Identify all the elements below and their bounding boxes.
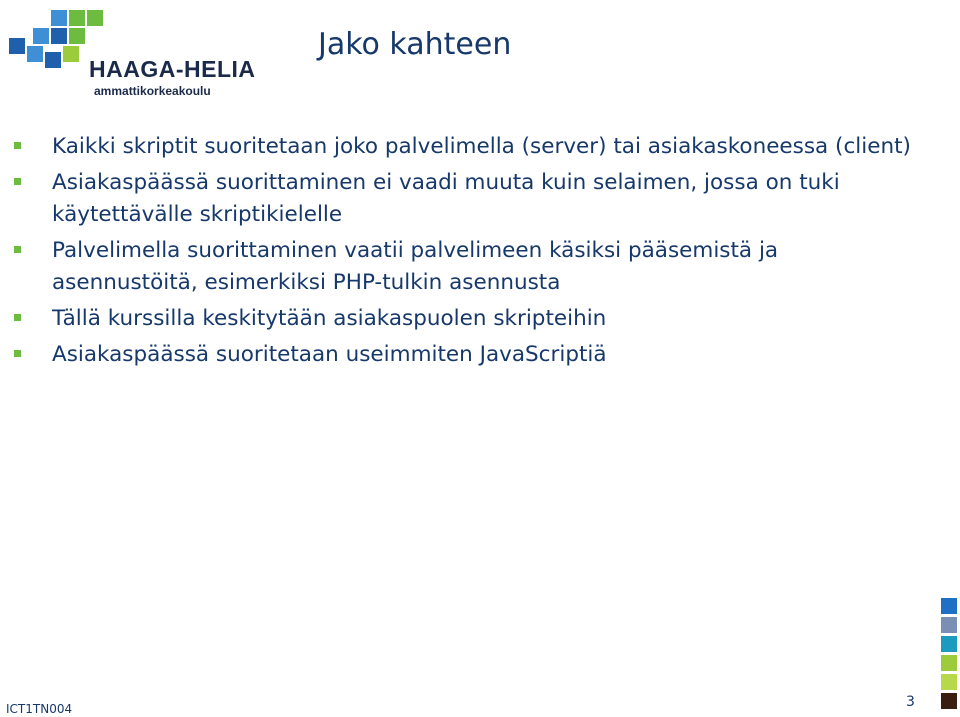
bullet-list bbox=[14, 131, 914, 375]
logo-square bbox=[87, 10, 103, 26]
bullet-text: Asiakaspäässä suoritetaan useimmiten JavaScriptiä bbox=[52, 342, 607, 367]
bullet-icon bbox=[14, 246, 21, 253]
logo-square bbox=[51, 10, 67, 26]
logo-square bbox=[27, 46, 43, 62]
decor-square bbox=[941, 617, 957, 633]
bullet-icon bbox=[14, 350, 21, 357]
decor-square bbox=[941, 598, 957, 614]
logo-square bbox=[45, 52, 61, 68]
course-code: ICT1TN004 bbox=[6, 702, 73, 716]
logo-square bbox=[69, 28, 85, 44]
bullet-item bbox=[14, 303, 914, 335]
bullet-text: Asiakaspäässä suorittaminen ei vaadi muuta kuin selaimen, jossa on tuki käytettävälle skriptikielelle bbox=[52, 170, 840, 227]
decor-square bbox=[941, 636, 957, 652]
logo-square bbox=[51, 28, 67, 44]
decor-square bbox=[941, 655, 957, 671]
bullet-text: Palvelimella suorittaminen vaatii palvelimeen käsiksi pääsemistä ja asennustöitä, esimerkiksi PHP-tulkin asennusta bbox=[52, 238, 779, 295]
bullet-text: Kaikki skriptit suoritetaan joko palvelimella (server) tai asiakaskoneessa (client) bbox=[52, 134, 911, 159]
decorative-square-stack bbox=[941, 598, 959, 712]
bullet-text: Tällä kurssilla keskitytään asiakaspuolen skripteihin bbox=[52, 306, 607, 331]
bullet-icon bbox=[14, 178, 21, 185]
bullet-item bbox=[14, 131, 914, 163]
logo-square bbox=[9, 38, 25, 54]
logo-subtitle: ammattikorkeakoulu bbox=[94, 84, 211, 98]
logo-square bbox=[69, 10, 85, 26]
bullet-item bbox=[14, 235, 914, 299]
page-number: 3 bbox=[906, 694, 915, 710]
decor-square bbox=[941, 674, 957, 690]
bullet-icon bbox=[14, 314, 21, 321]
bullet-icon bbox=[14, 142, 21, 149]
slide-title: Jako kahteen bbox=[318, 27, 512, 62]
bullet-item bbox=[14, 167, 914, 231]
logo-square bbox=[33, 28, 49, 44]
logo-name: HAAGA-HELIA bbox=[89, 56, 256, 82]
decor-square bbox=[941, 693, 957, 709]
bullet-item bbox=[14, 339, 914, 371]
logo-square bbox=[63, 46, 79, 62]
haaga-helia-logo bbox=[7, 8, 256, 98]
